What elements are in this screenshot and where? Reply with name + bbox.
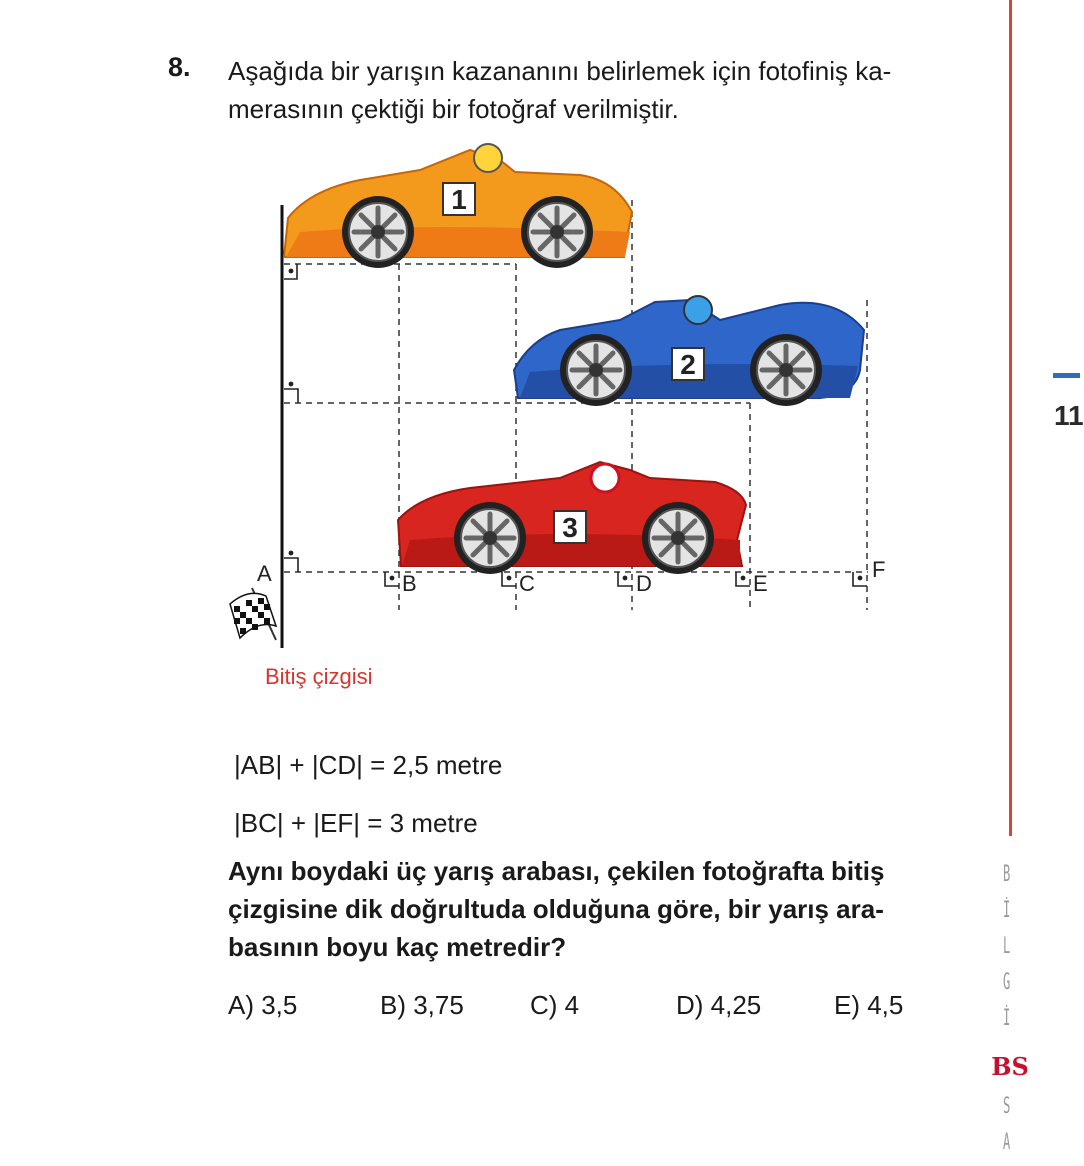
brand-letter: S <box>1002 1094 1011 1119</box>
brand-letter: B <box>1002 862 1011 887</box>
car-3-number: 3 <box>562 512 578 543</box>
intro-line: Aşağıda bir yarışın kazananını belirlemek için fotofiniş ka- <box>228 56 892 86</box>
option-c[interactable]: C) 4 <box>530 990 580 1020</box>
brand-letter: A <box>1002 1130 1011 1155</box>
brand-letter: İ <box>1002 1006 1011 1031</box>
point-label-d: D <box>636 571 652 596</box>
page-number: 11 <box>1054 400 1084 431</box>
brand-letter: İ <box>1002 898 1011 923</box>
prompt-line: çizgisine dik doğrultuda olduğuna göre, bir yarış ara- <box>228 894 884 924</box>
option-e[interactable]: E) 4,5 <box>834 990 904 1020</box>
question-prompt <box>228 852 978 966</box>
option-a[interactable]: A) 3,5 <box>228 990 298 1020</box>
car-2 <box>514 296 864 406</box>
option-d[interactable]: D) 4,25 <box>676 990 762 1020</box>
car-1-number: 1 <box>451 184 467 215</box>
point-label-c: C <box>519 571 535 596</box>
car-3 <box>398 462 746 574</box>
point-label-e: E <box>753 571 768 596</box>
equation-ab-cd: |AB| + |CD| = 2,5 metre <box>234 750 503 780</box>
brand-letter: G <box>1002 970 1011 995</box>
finish-line-label: Bitiş çizgisi <box>265 664 373 689</box>
point-label-b: B <box>402 571 417 596</box>
point-label-f: F <box>872 557 886 582</box>
equation-bc-ef: |BC| + |EF| = 3 metre <box>234 808 478 838</box>
option-b[interactable]: B) 3,75 <box>380 990 464 1020</box>
margin-blue-tab <box>1053 373 1080 378</box>
margin-red-rule <box>1009 0 1012 836</box>
question-number: 8. <box>168 52 191 82</box>
prompt-line: basının boyu kaç metredir? <box>228 932 567 962</box>
car-1 <box>284 144 632 268</box>
publisher-logo <box>990 1046 1030 1086</box>
publisher-logo-text: BS <box>991 1052 1029 1081</box>
prompt-line: Aynı boydaki üç yarış arabası, çekilen fotoğrafta bitiş <box>228 856 885 886</box>
point-label-a: A <box>257 561 272 586</box>
intro-line: merasının çektiği bir fotoğraf verilmiştir. <box>228 94 679 124</box>
brand-letter: L <box>1002 934 1011 959</box>
car-2-number: 2 <box>680 349 696 380</box>
checkered-flag-icon <box>230 588 276 640</box>
